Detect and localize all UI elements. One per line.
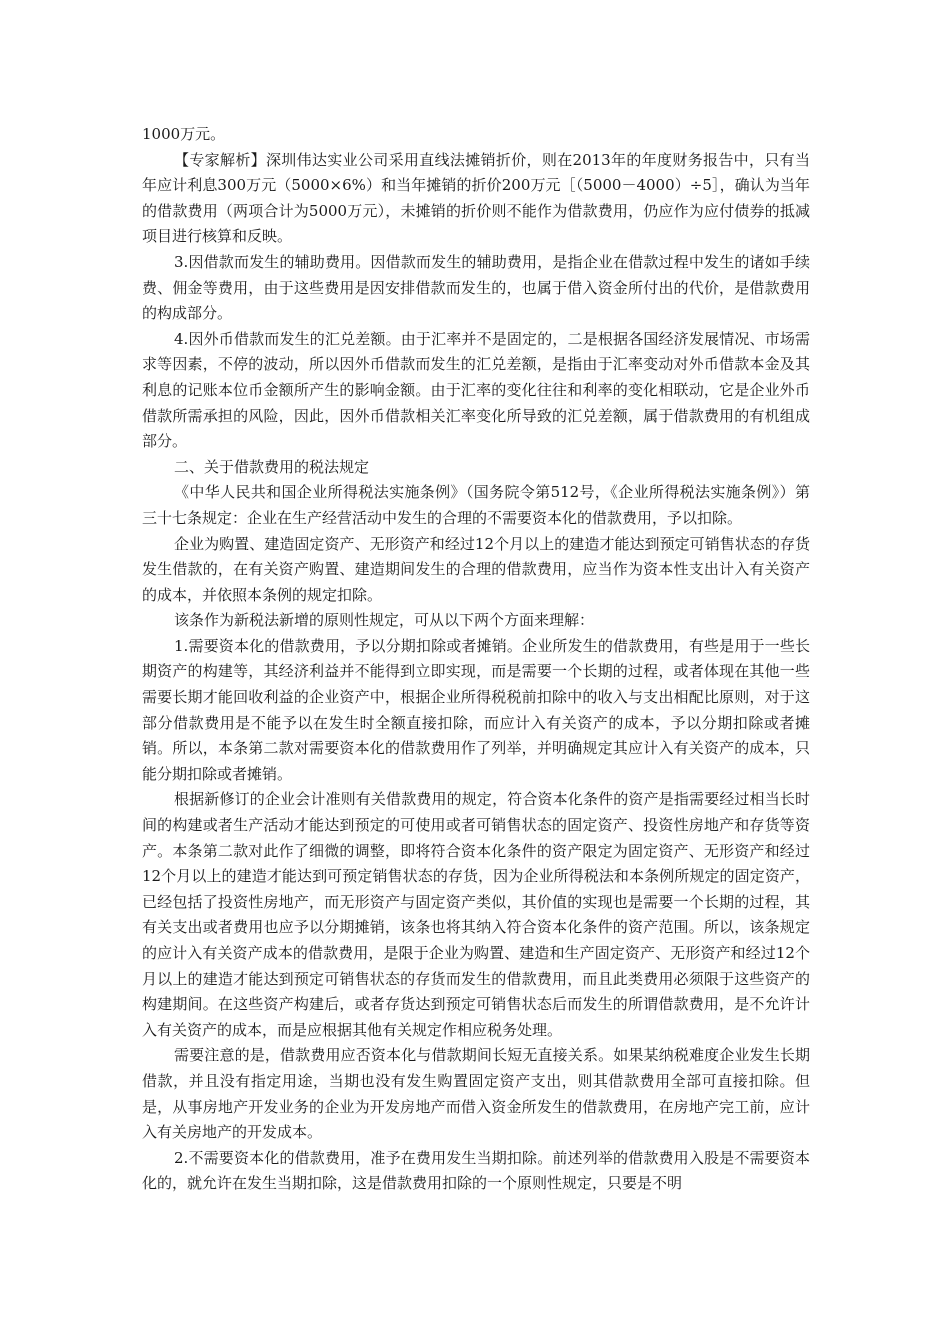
paragraph-item-4: 4.因外币借款而发生的汇兑差额。由于汇率并不是固定的，二是根据各国经济发展情况、市场需求等因素，不停的波动，所以因外币借款而发生的汇兑差额，是指由于汇率变动对外币借款本金及其利息的记账本位币金额所产生的影响金额。由于汇率的变化往往和利率的变化相联动，它是企业外币借款所需承担的风险，因此，因外币借款相关汇率变化所导致的汇兑差额，属于借款费用的有机组成部分。	[142, 329, 810, 451]
paragraph-capitalization-rule: 企业为购置、建造固定资产、无形资产和经过12个月以上的建造才能达到预定可销售状态的存货发生借款的，在有关资产购置、建造期间发生的合理的借款费用，应当作为资本性支出计入有关资产的成本，并依照本条例的规定扣除。	[142, 534, 810, 604]
paragraph-point-1: 1.需要资本化的借款费用，予以分期扣除或者摊销。企业所发生的借款费用，有些是用于一些长期资产的构建等，其经济利益并不能得到立即实现，而是需要一个长期的过程，或者体现在其他一些需要长期才能回收利益的企业资产中，根据企业所得税税前扣除中的收入与支出相配比原则，对于这部分借款费用是不能予以在发生时全额直接扣除，而应计入有关资产的成本，予以分期扣除或者摊销。所以，本条第二款对需要资本化的借款费用作了列举，并明确规定其应计入有关资产的成本，只能分期扣除或者摊销。	[142, 636, 810, 783]
paragraph-regulation: 《中华人民共和国企业所得税法实施条例》（国务院令第512号，《企业所得税法实施条例》）第三十七条规定：企业在生产经营活动中发生的合理的不需要资本化的借款费用，予以扣除。	[142, 483, 810, 527]
paragraph-expert-analysis: 【专家解析】深圳伟达实业公司采用直线法摊销折价，则在2013年的年度财务报告中，只有当年应计利息300万元（5000×6%）和当年摊销的折价200万元［（5000－4000）÷5］，确认为当年的借款费用（两项合计为5000万元），未摊销的折价则不能作为借款费用，仍应作为应付债券的抵减项目进行核算和反映。	[142, 150, 810, 246]
section-heading: 二、关于借款费用的税法规定	[174, 457, 370, 476]
paragraph-note: 需要注意的是，借款费用应否资本化与借款期间长短无直接关系。如果某纳税难度企业发生长期借款，并且没有指定用途，当期也没有发生购置固定资产支出，则其借款费用全部可直接扣除。但是，从事房地产开发业务的企业为开发房地产而借入资金所发生的借款费用，在房地产完工前，应计入有关房地产的开发成本。	[142, 1046, 810, 1142]
paragraph-interpretation-intro: 该条作为新税法新增的原则性规定，可从以下两个方面来理解：	[174, 611, 595, 630]
paragraph-item-3: 3.因借款而发生的辅助费用。因借款而发生的辅助费用，是指企业在借款过程中发生的诸如手续费、佣金等费用，由于这些费用是因安排借款而发生的，也属于借入资金所付出的代价，是借款费用的构成部分。	[142, 252, 810, 323]
paragraph-accounting-standard: 根据新修订的企业会计准则有关借款费用的规定，符合资本化条件的资产是指需要经过相当长时间的构建或者生产活动才能达到预定的可使用或者可销售状态的固定资产、投资性房地产和存货等资产。本条第二款对此作了细微的调整，即将符合资本化条件的资产限定为固定资产、无形资产和经过12个月以上的建造才能达到可预定销售状态的存货，因为企业所得税法和本条例所规定的固定资产，已经包括了投资性房地产，而无形资产与固定资产类似，其价值的实现也是需要一个长期的过程，其有关支出或者费用也应予以分期摊销，该条也将其纳入符合资本化条件的资产范围。所以，该条规定的应计入有关资产成本的借款费用，是限于企业为购置、建造和生产固定资产、无形资产和经过12个月以上的建造才能达到预定可销售状态的存货而发生的借款费用，而且此类费用必须限于这些资产的构建期间。在这些资产构建后，或者存货达到预定可销售状态后而发生的所谓借款费用，是不允许计入有关资产的成本，而是应根据其他有关规定作相应税务处理。	[142, 790, 810, 1039]
document-page	[142, 122, 810, 1197]
paragraph-continuation: 1000万元。	[142, 125, 226, 143]
paragraph-point-2: 2.不需要资本化的借款费用，准予在费用发生当期扣除。前述列举的借款费用入股是不需要资本化的，就允许在发生当期扣除，这是借款费用扣除的一个原则性规定，只要是不明	[142, 1148, 810, 1193]
